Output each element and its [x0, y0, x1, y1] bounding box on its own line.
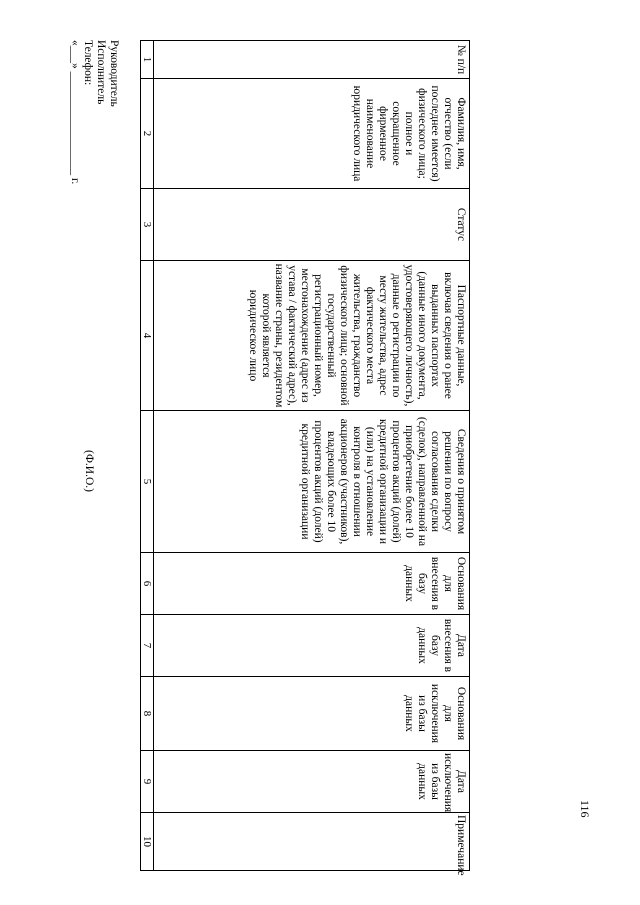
signature-block	[68, 40, 120, 184]
head-label: Руководитель	[108, 40, 120, 107]
column-number: 5	[141, 411, 154, 553]
column-header-name: Фамилия, имя, отчество (если последнее имеется) физического лица; полное и сокращенное фирменное наименование юридического лица	[154, 79, 470, 189]
column-number: 10	[141, 813, 154, 871]
column-number: 1	[141, 41, 154, 79]
column-number: 7	[141, 615, 154, 677]
page-number: 116	[578, 800, 592, 818]
fio-caption: (Ф.И.О.)	[83, 450, 95, 492]
column-number: 4	[141, 261, 154, 411]
column-header-status: Статус	[154, 189, 470, 261]
column-header-inclusion-date: Дата внесения в базу данных	[154, 615, 470, 677]
column-header-exclusion-grounds: Основания для исключения из базы данных	[154, 677, 470, 751]
phone-label: Телефон:	[82, 40, 94, 86]
column-header-number: № п/п	[154, 41, 470, 79]
executor-label: Исполнитель	[95, 40, 107, 105]
date-line: «___» __________________ г.	[69, 40, 81, 185]
column-header-inclusion-grounds: Основания для внесения в базу данных	[154, 553, 470, 615]
column-numbers-row	[141, 41, 154, 871]
database-table	[140, 40, 470, 876]
table-header-row	[154, 41, 470, 871]
column-number: 8	[141, 677, 154, 751]
column-header-exclusion-date: Дата исключения из базы данных	[154, 751, 470, 813]
column-number: 9	[141, 751, 154, 813]
column-number: 3	[141, 189, 154, 261]
column-header-decision-info: Сведения о принятом решении по вопросу согласования сделки (сделок), направленной на приобретение более 10 процентов акций (долей) кредитной организации и (или) на установление контроля в отношении акционеров (участников), владеющих более 10 процентов акций (долей) кредитной организации	[154, 411, 470, 553]
column-header-note: Примечание	[154, 813, 470, 871]
column-header-passport-data: Паспортные данные, включая сведения о ранее выданных паспортах (данные иного документа, удостоверяющего личность), данные о регистрации по месту жительства, адрес фактического места жительства, гражданство физического лица; основной государственный регистрационный номер, местонахождение (адрес из устава / фактический адрес), название страны, резидентом которой является юридическое лицо	[154, 261, 470, 411]
column-number: 2	[141, 79, 154, 189]
column-number: 6	[141, 553, 154, 615]
